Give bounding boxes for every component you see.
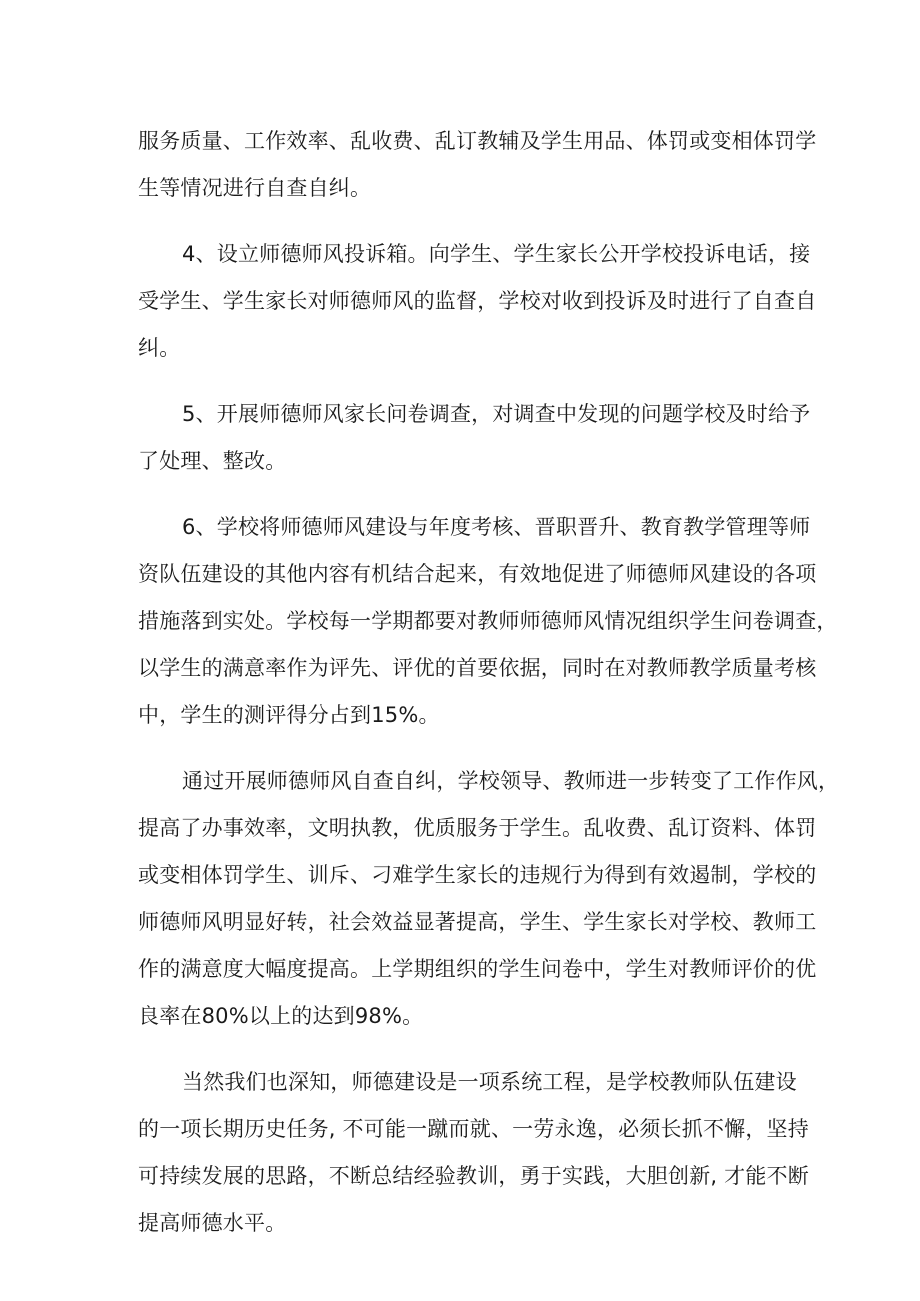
text-line: 提高师德水平。 [138,1211,287,1235]
text-line: 受学生、学生家长对师德师风的监督，学校对收到投诉及时进行了自查自 [138,289,817,313]
paragraph-continued [138,118,817,212]
text-line: 师德师风明显好转，社会效益显著提高，学生、学生家长对学校、教师工 [138,910,817,934]
text-line: 良率在80%以上的达到98%。 [138,1004,424,1028]
text-line: 作的满意度大幅度提高。上学期组织的学生问卷中，学生对教师评价的优 [138,957,817,981]
text-line: 当然我们也深知，师德建设是一项系统工程，是学校教师队伍建设 [182,1070,797,1094]
text-line: 以学生的满意率作为评先、评优的首要依据，同时在对教师教学质量考核 [138,656,817,680]
text-line: 可持续发展的思路，不断总结经验教训，勇于实践，大胆创新, 才能不断 [138,1164,809,1188]
text-line: 纠。 [138,336,181,360]
text-line: 或变相体罚学生、训斥、刁难学生家长的违规行为得到有效遏制，学校的 [138,863,817,887]
text-line: 了处理、整改。 [138,449,287,473]
text-line: 中，学生的测评得分占到15%。 [138,703,440,727]
text-line: 的一项长期历史任务, 不可能一蹴而就、一劳永逸，必须长抓不懈，坚持 [138,1117,809,1141]
text-line: 通过开展师德师风自查自纠，学校领导、教师进一步转变了工作作风， [182,769,840,793]
text-line: 5、开展师德师风家长问卷调查，对调查中发现的问题学校及时给予 [182,402,811,426]
document-body [138,118,840,1266]
text-line: 措施落到实处。学校每一学期都要对教师师德师风情况组织学生问卷调查， [138,609,838,633]
paragraph-item-4 [138,231,817,372]
text-line: 服务质量、工作效率、乱收费、乱订教辅及学生用品、体罚或变相体罚学 [138,129,817,153]
text-line: 生等情况进行自查自纠。 [138,176,372,200]
text-line: 6、学校将师德师风建设与年度考核、晋职晋升、教育教学管理等师 [182,515,811,539]
paragraph-item-5 [138,391,811,485]
paragraph-conclusion [138,1059,809,1247]
text-line: 4、设立师德师风投诉箱。向学生、学生家长公开学校投诉电话，接 [182,242,811,266]
paragraph-item-6 [138,504,838,739]
text-line: 资队伍建设的其他内容有机结合起来，有效地促进了师德师风建设的各项 [138,562,817,586]
paragraph-results [138,758,840,1040]
text-line: 提高了办事效率，文明执教，优质服务于学生。乱收费、乱订资料、体罚 [138,816,817,840]
